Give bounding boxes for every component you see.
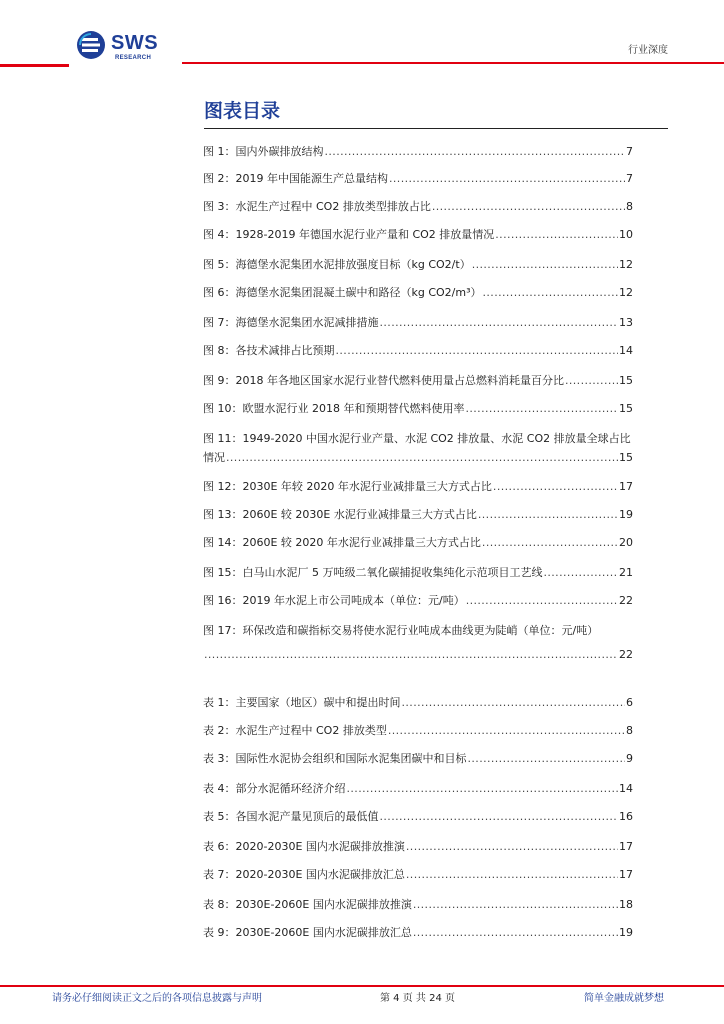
toc-entry-label: 图 16：2019 年水泥上市公司吨成本（单位：元/吨） [203,594,465,607]
footer-rule [0,985,724,987]
toc-dot-leader [493,480,618,494]
toc-page-number: 13 [619,316,633,329]
toc-page-number: 12 [619,258,633,271]
toc-dot-leader [413,898,618,912]
header-rule-left [0,64,69,67]
toc-dot-leader [380,316,619,330]
toc-dot-leader [468,752,626,766]
toc-entry-label: 图 9：2018 年各地区国家水泥行业替代燃料使用量占总燃料消耗量百分比 [203,374,564,387]
toc-entry-label: 表 9：2030E-2060E 国内水泥碳排放汇总 [203,926,412,939]
toc-entry-label: 图 10：欧盟水泥行业 2018 年和预期替代燃料使用率 [203,402,465,415]
toc-page-number: 6 [626,696,633,709]
toc-page-number: 15 [619,451,633,464]
toc-figure-entry[interactable] [203,145,633,159]
toc-entry-label: 表 2：水泥生产过程中 CO2 排放类型 [203,724,387,737]
toc-entry-label: 图 7：海德堡水泥集团水泥减排措施 [203,316,379,329]
toc-dot-leader [413,926,618,940]
toc-table-entry[interactable] [203,898,633,912]
toc-page-number: 7 [626,145,633,158]
toc-dot-leader [482,536,618,550]
toc-dot-leader [465,402,618,416]
toc-page-number: 22 [619,648,633,661]
toc-dot-leader [466,594,618,608]
toc-figure-entry[interactable] [203,228,633,242]
toc-dot-leader [347,782,619,796]
toc-dot-leader [402,696,626,710]
toc-title: 图表目录 [204,100,281,122]
toc-page-number: 10 [619,228,633,241]
toc-page-number: 17 [619,840,633,853]
toc-entry-label: 表 6：2020-2030E 国内水泥碳排放推演 [203,840,405,853]
toc-figure-entry[interactable] [203,594,633,608]
logo-text: SWS [111,32,159,54]
toc-entry-label: 图 11：1949-2020 中国水泥行业产量、水泥 CO2 排放量、水泥 CO2 排放量全球占比 [203,432,631,445]
toc-page-number: 7 [626,172,633,185]
toc-figure-entry[interactable] [203,402,633,416]
toc-page-number: 19 [619,926,633,939]
toc-dot-leader [204,648,618,662]
toc-page-number: 15 [619,402,633,415]
toc-entry-label: 图 3：水泥生产过程中 CO2 排放类型排放占比 [203,200,431,213]
toc-figure-entry[interactable] [203,258,633,272]
toc-page-number: 9 [626,752,633,765]
toc-page-number: 12 [619,286,633,299]
toc-entry-label: 图 6：海德堡水泥集团混凝土碳中和路径（kg CO2/m³） [203,286,482,299]
toc-entry-label: 图 12：2030E 年较 2020 年水泥行业减排量三大方式占比 [203,480,492,493]
toc-entry-label: 图 17：环保改造和碳指标交易将使水泥行业吨成本曲线更为陡峭（单位：元/吨） [203,624,599,637]
header-rule-right [182,62,724,64]
toc-figure-entry[interactable] [203,344,633,358]
toc-page-number: 15 [619,374,633,387]
sws-logo [76,30,176,64]
toc-table-entry[interactable] [203,752,633,766]
toc-dot-leader [432,200,625,214]
toc-entry-label: 图 4：1928-2019 年德国水泥行业产量和 CO2 排放量情况 [203,228,495,241]
toc-dot-leader [226,451,618,465]
toc-page-number: 16 [619,810,633,823]
toc-page-number: 8 [626,724,633,737]
toc-entry-label: 图 1：国内外碳排放结构 [203,145,324,158]
footer-page-number: 第 4 页 共 24 页 [380,993,455,1004]
toc-table-entry[interactable] [203,840,633,854]
toc-figure-entry[interactable] [203,536,633,550]
toc-table-entry[interactable] [203,782,633,796]
toc-dot-leader [388,724,625,738]
toc-figure-entry[interactable] [203,432,633,465]
toc-dot-leader [336,344,619,358]
toc-entry-label: 表 8：2030E-2060E 国内水泥碳排放推演 [203,898,412,911]
toc-entry-label: 表 1：主要国家（地区）碳中和提出时间 [203,696,401,709]
toc-page-number: 22 [619,594,633,607]
toc-entry-label: 表 5：各国水泥产量见顶后的最低值 [203,810,379,823]
toc-figure-entry[interactable] [203,508,633,522]
toc-page-number: 20 [619,536,633,549]
toc-figure-entry[interactable] [203,286,633,300]
toc-table-entry[interactable] [203,696,633,710]
toc-dot-leader [483,286,618,300]
page-header [0,0,724,70]
footer-disclaimer: 请务必仔细阅读正文之后的各项信息披露与声明 [52,993,262,1004]
toc-figure-entry[interactable] [203,200,633,214]
toc-entry-label: 图 14：2060E 较 2020 年水泥行业减排量三大方式占比 [203,536,481,549]
logo-subtext: RESEARCH [115,55,152,61]
toc-table-entry[interactable] [203,810,633,824]
toc-table-entry[interactable] [203,724,633,738]
toc-dot-leader [325,145,626,159]
toc-dot-leader [380,810,619,824]
footer-slogan: 简单金融成就梦想 [584,993,664,1004]
toc-entry-label: 图 13：2060E 较 2030E 水泥行业减排量三大方式占比 [203,508,477,521]
toc-figure-entry[interactable] [203,566,633,580]
toc-dot-leader [472,258,618,272]
toc-figure-entry[interactable] [203,624,633,662]
toc-figure-entry[interactable] [203,172,633,186]
sws-logo-icon [76,30,106,60]
toc-figure-entry[interactable] [203,480,633,494]
toc-page-number: 14 [619,344,633,357]
toc-page-number: 19 [619,508,633,521]
toc-page-number: 14 [619,782,633,795]
toc-entry-label-continued: 情况 [203,451,225,464]
toc-figure-entry[interactable] [203,316,633,330]
toc-table-entry[interactable] [203,926,633,940]
toc-entry-label: 图 15：白马山水泥厂 5 万吨级二氧化碳捕捉收集纯化示范项目工艺线 [203,566,543,579]
toc-entry-label: 图 8：各技术减排占比预期 [203,344,335,357]
toc-dot-leader [495,228,618,242]
toc-table-entry[interactable] [203,868,633,882]
toc-dot-leader [406,868,618,882]
toc-entry-label: 表 3：国际性水泥协会组织和国际水泥集团碳中和目标 [203,752,467,765]
toc-page-number: 17 [619,480,633,493]
toc-dot-leader [406,840,618,854]
toc-dot-leader [543,566,618,580]
toc-entry-label: 图 2：2019 年中国能源生产总量结构 [203,172,388,185]
toc-figure-entry[interactable] [203,374,633,388]
toc-dot-leader [389,172,625,186]
toc-page-number: 17 [619,868,633,881]
toc-dot-leader [565,374,618,388]
toc-page-number: 18 [619,898,633,911]
toc-entry-label: 表 4：部分水泥循环经济介绍 [203,782,346,795]
toc-dot-leader [478,508,618,522]
toc-entry-label: 图 5：海德堡水泥集团水泥排放强度目标（kg CO2/t） [203,258,471,271]
toc-page-number: 8 [626,200,633,213]
report-category: 行业深度 [628,45,668,56]
title-divider [204,128,668,129]
toc-page-number: 21 [619,566,633,579]
toc-entry-label: 表 7：2020-2030E 国内水泥碳排放汇总 [203,868,405,881]
